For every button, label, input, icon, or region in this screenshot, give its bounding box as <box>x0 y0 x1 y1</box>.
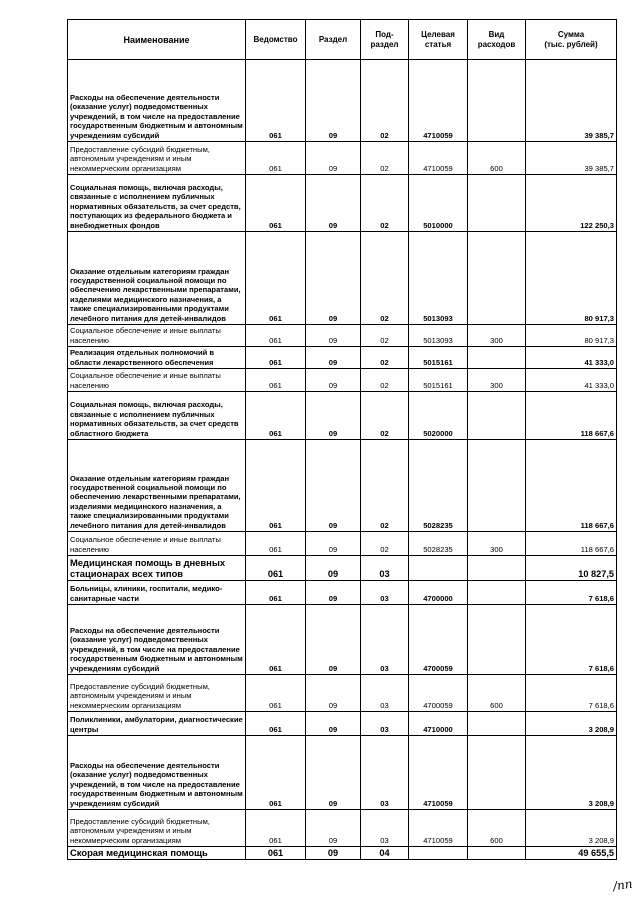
table-row <box>68 232 617 325</box>
table-row <box>68 369 617 392</box>
cell-name: Оказание отдельным категориям граждан государственной социальной помощи по обеспечению лекарственными препаратами, изделиями медицинского назначения, а также специализированными продуктами лечебного питания для детей-инвалидов <box>68 232 246 325</box>
header-section: Раздел <box>306 20 361 60</box>
cell-sum: 118 667,6 <box>526 440 617 532</box>
cell-target-article: 4700059 <box>409 675 468 712</box>
header-department: Ведомство <box>246 20 306 60</box>
cell-target-article: 4710059 <box>409 142 468 175</box>
cell-expense-type <box>468 556 526 581</box>
cell-section: 09 <box>306 347 361 369</box>
table-row <box>68 392 617 440</box>
header-sum: Сумма (тыс. рублей) <box>526 20 617 60</box>
cell-subsection: 03 <box>361 556 409 581</box>
cell-department: 061 <box>246 810 306 847</box>
table-row <box>68 440 617 532</box>
cell-sum: 3 208,9 <box>526 736 617 810</box>
cell-section: 09 <box>306 675 361 712</box>
cell-expense-type <box>468 232 526 325</box>
cell-section: 09 <box>306 142 361 175</box>
cell-target-article: 4710000 <box>409 712 468 736</box>
cell-department: 061 <box>246 60 306 142</box>
cell-target-article: 5028235 <box>409 440 468 532</box>
cell-subsection: 02 <box>361 232 409 325</box>
cell-name: Социальное обеспечение и иные выплаты населению <box>68 369 246 392</box>
cell-name: Скорая медицинская помощь <box>68 847 246 860</box>
cell-expense-type: 600 <box>468 675 526 712</box>
cell-expense-type <box>468 712 526 736</box>
cell-department: 061 <box>246 392 306 440</box>
cell-sum: 3 208,9 <box>526 810 617 847</box>
header-expense-type: Вид расходов <box>468 20 526 60</box>
cell-name: Социальная помощь, включая расходы, связанные с исполнением публичных нормативных обязательств, за счет средств областного бюджета <box>68 392 246 440</box>
cell-subsection: 02 <box>361 440 409 532</box>
cell-department: 061 <box>246 440 306 532</box>
cell-section: 09 <box>306 232 361 325</box>
cell-target-article: 4700000 <box>409 581 468 605</box>
cell-target-article <box>409 847 468 860</box>
cell-expense-type: 300 <box>468 532 526 556</box>
cell-subsection: 02 <box>361 347 409 369</box>
cell-department: 061 <box>246 605 306 675</box>
cell-subsection: 02 <box>361 60 409 142</box>
cell-subsection: 02 <box>361 532 409 556</box>
cell-sum: 118 667,6 <box>526 532 617 556</box>
cell-department: 061 <box>246 556 306 581</box>
cell-target-article: 5015161 <box>409 347 468 369</box>
cell-expense-type <box>468 392 526 440</box>
cell-sum: 3 208,9 <box>526 712 617 736</box>
cell-sum: 118 667,6 <box>526 392 617 440</box>
cell-name: Предоставление субсидий бюджетным, автономным учреждениям и иным некоммерческим организациям <box>68 675 246 712</box>
cell-department: 061 <box>246 142 306 175</box>
cell-subsection: 02 <box>361 392 409 440</box>
cell-section: 09 <box>306 810 361 847</box>
table-header-row <box>68 20 617 60</box>
cell-target-article: 4710059 <box>409 60 468 142</box>
cell-name: Поликлиники, амбулатории, диагностические центры <box>68 712 246 736</box>
table-row <box>68 736 617 810</box>
cell-name: Социальное обеспечение и иные выплаты населению <box>68 532 246 556</box>
table-row <box>68 532 617 556</box>
cell-expense-type: 300 <box>468 369 526 392</box>
cell-section: 09 <box>306 325 361 347</box>
cell-section: 09 <box>306 847 361 860</box>
cell-subsection: 03 <box>361 581 409 605</box>
table-row <box>68 675 617 712</box>
cell-section: 09 <box>306 369 361 392</box>
cell-name: Социальная помощь, включая расходы, связанные с исполнением публичных нормативных обязательств, за счет средств, поступающих из федерального бюджета и внебюджетных фондов <box>68 175 246 232</box>
cell-subsection: 03 <box>361 605 409 675</box>
cell-name: Социальное обеспечение и иные выплаты населению <box>68 325 246 347</box>
cell-section: 09 <box>306 175 361 232</box>
cell-subsection: 03 <box>361 712 409 736</box>
cell-department: 061 <box>246 325 306 347</box>
cell-sum: 80 917,3 <box>526 325 617 347</box>
cell-expense-type <box>468 175 526 232</box>
cell-expense-type <box>468 581 526 605</box>
cell-department: 061 <box>246 675 306 712</box>
table-row <box>68 556 617 581</box>
table-row <box>68 142 617 175</box>
cell-section: 09 <box>306 556 361 581</box>
cell-name: Медицинская помощь в дневных стационарах всех типов <box>68 556 246 581</box>
cell-section: 09 <box>306 712 361 736</box>
cell-expense-type <box>468 605 526 675</box>
cell-sum: 80 917,3 <box>526 232 617 325</box>
cell-subsection: 03 <box>361 675 409 712</box>
table-row <box>68 347 617 369</box>
cell-department: 061 <box>246 736 306 810</box>
cell-target-article: 5020000 <box>409 392 468 440</box>
cell-target-article: 5013093 <box>409 325 468 347</box>
table-row <box>68 581 617 605</box>
cell-name: Предоставление субсидий бюджетным, автономным учреждениям и иным некоммерческим организациям <box>68 142 246 175</box>
cell-target-article: 5013093 <box>409 232 468 325</box>
cell-sum: 39 385,7 <box>526 142 617 175</box>
cell-sum: 10 827,5 <box>526 556 617 581</box>
cell-department: 061 <box>246 581 306 605</box>
cell-expense-type: 600 <box>468 142 526 175</box>
cell-section: 09 <box>306 581 361 605</box>
cell-subsection: 04 <box>361 847 409 860</box>
cell-subsection: 02 <box>361 142 409 175</box>
cell-section: 09 <box>306 532 361 556</box>
cell-section: 09 <box>306 392 361 440</box>
cell-department: 061 <box>246 847 306 860</box>
table-row <box>68 175 617 232</box>
cell-expense-type <box>468 440 526 532</box>
cell-subsection: 03 <box>361 736 409 810</box>
cell-sum: 122 250,3 <box>526 175 617 232</box>
cell-target-article: 5028235 <box>409 532 468 556</box>
cell-target-article: 4700059 <box>409 605 468 675</box>
cell-name: Расходы на обеспечение деятельности (оказание услуг) подведомственных учреждений, в том числе на предоставление государственным бюджетным и автономным учреждениям субсидий <box>68 60 246 142</box>
cell-name: Расходы на обеспечение деятельности (оказание услуг) подведомственных учреждений, в том числе на предоставление государственным бюджетным и автономным учреждениям субсидий <box>68 605 246 675</box>
cell-department: 061 <box>246 369 306 392</box>
cell-department: 061 <box>246 175 306 232</box>
cell-subsection: 02 <box>361 175 409 232</box>
table-row <box>68 605 617 675</box>
handwritten-page-mark: /пп <box>611 876 633 894</box>
cell-expense-type <box>468 347 526 369</box>
cell-sum: 7 618,6 <box>526 581 617 605</box>
header-name: Наименование <box>68 20 246 60</box>
cell-subsection: 03 <box>361 810 409 847</box>
cell-section: 09 <box>306 440 361 532</box>
cell-sum: 7 618,6 <box>526 605 617 675</box>
cell-expense-type <box>468 847 526 860</box>
cell-sum: 39 385,7 <box>526 60 617 142</box>
cell-name: Предоставление субсидий бюджетным, автономным учреждениям и иным некоммерческим организациям <box>68 810 246 847</box>
table-row <box>68 810 617 847</box>
cell-subsection: 02 <box>361 325 409 347</box>
cell-target-article: 5010000 <box>409 175 468 232</box>
cell-expense-type: 600 <box>468 810 526 847</box>
cell-section: 09 <box>306 605 361 675</box>
cell-expense-type: 300 <box>468 325 526 347</box>
table-row <box>68 847 617 860</box>
cell-name: Реализация отдельных полномочий в области лекарственного обеспечения <box>68 347 246 369</box>
cell-department: 061 <box>246 232 306 325</box>
cell-department: 061 <box>246 532 306 556</box>
table-row <box>68 60 617 142</box>
table-row <box>68 712 617 736</box>
cell-section: 09 <box>306 736 361 810</box>
cell-target-article: 4710059 <box>409 810 468 847</box>
cell-section: 09 <box>306 60 361 142</box>
cell-sum: 41 333,0 <box>526 369 617 392</box>
cell-department: 061 <box>246 712 306 736</box>
cell-subsection: 02 <box>361 369 409 392</box>
cell-target-article <box>409 556 468 581</box>
header-subsection: Под- раздел <box>361 20 409 60</box>
cell-sum: 7 618,6 <box>526 675 617 712</box>
cell-sum: 41 333,0 <box>526 347 617 369</box>
cell-target-article: 4710059 <box>409 736 468 810</box>
cell-sum: 49 655,5 <box>526 847 617 860</box>
table-row <box>68 325 617 347</box>
cell-expense-type <box>468 736 526 810</box>
cell-name: Больницы, клиники, госпитали, медико-санитарные части <box>68 581 246 605</box>
header-target-article: Целевая статья <box>409 20 468 60</box>
cell-department: 061 <box>246 347 306 369</box>
cell-name: Оказание отдельным категориям граждан государственной социальной помощи по обеспечению лекарственными препаратами, изделиями медицинского назначения, а также специализированными продуктами лечебного питания для детей-инвалидов <box>68 440 246 532</box>
budget-table <box>67 19 617 860</box>
cell-expense-type <box>468 60 526 142</box>
cell-target-article: 5015161 <box>409 369 468 392</box>
cell-name: Расходы на обеспечение деятельности (оказание услуг) подведомственных учреждений, в том числе на предоставление государственным бюджетным и автономным учреждениям субсидий <box>68 736 246 810</box>
